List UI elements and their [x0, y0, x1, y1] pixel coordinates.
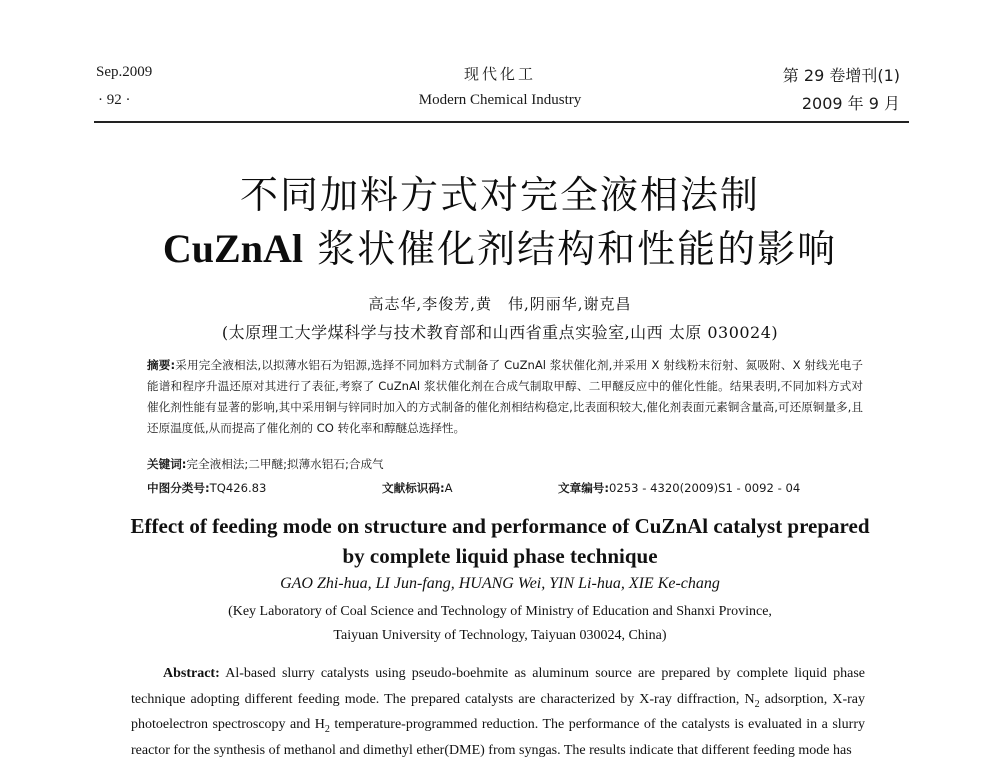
header-date: Sep.2009: [96, 64, 153, 80]
keywords-label: 关键词:: [147, 457, 187, 471]
title-cn-catalyst-name: CuZnAl: [162, 226, 303, 271]
document-code: [382, 480, 453, 496]
abstract-en-text-3: temperature-programmed reduction. The performance of the catalysts is evaluated in a slurry reactor for the synthesis of methanol and dimethyl ether(DME) from syngas. The results indicate that different feeding mode has: [131, 717, 865, 758]
abstract-en-label: Abstract:: [163, 666, 220, 681]
clc-value: TQ426.83: [209, 481, 267, 495]
header-volume: 第 29 卷增刊(1): [782, 66, 900, 85]
header-page-number: · 92 ·: [98, 92, 131, 108]
article-number: [558, 480, 800, 496]
keywords-cn: [147, 456, 384, 472]
document-code-label: 文献标识码:: [382, 481, 445, 495]
header-journal-name-en: Modern Chemical Industry: [418, 92, 582, 108]
title-en-line2: by complete liquid phase technique: [342, 544, 658, 568]
affiliation-en-line2: Taiyuan University of Technology, Taiyuan 030024, China): [333, 628, 667, 643]
title-cn-line2-text: 浆状催化剂结构和性能的影响: [302, 227, 838, 271]
keywords-text: 完全液相法;二甲醚;拟薄水铝石;合成气: [186, 457, 384, 471]
affiliation-en-line1: (Key Laboratory of Coal Science and Technology of Ministry of Education and Shanxi Province,: [228, 604, 772, 619]
abstract-cn-label: 摘要:: [147, 358, 176, 372]
subscript-h2: 2: [324, 723, 330, 735]
clc-label: 中图分类号:: [147, 481, 210, 495]
title-en-line1: Effect of feeding mode on structure and performance of CuZnAl catalyst prepared: [130, 514, 870, 538]
abstract-cn: [147, 355, 863, 439]
title-cn-line1: 不同加料方式对完全液相法制: [239, 173, 760, 217]
authors-en: GAO Zhi-hua, LI Jun-fang, HUANG Wei, YIN Li-hua, XIE Ke-chang: [280, 575, 720, 592]
article-number-label: 文章编号:: [558, 481, 610, 495]
authors-cn: 高志华,李俊芳,黄 伟,阴丽华,谢克昌: [368, 295, 632, 313]
clc-number: [147, 480, 266, 496]
abstract-en-paragraph: [131, 661, 865, 763]
abstract-en-text-2: adsorption, X-ray photoelectron spectroscopy and H: [131, 691, 865, 732]
header-rule: [94, 121, 909, 123]
header-journal-name-cn: 现代化工: [463, 65, 536, 83]
header-issue-date: 2009 年 9 月: [801, 94, 900, 113]
abstract-cn-text: 采用完全液相法,以拟薄水铝石为铝源,选择不同加料方式制备了 CuZnAl 浆状催化剂,并采用 X 射线粉末衍射、氮吸附、X 射线光电子能谱和程序升温还原对其进行了表征,考察了 CuZnAl 浆状催化剂在合成气制取甲醇、二甲醚反应中的催化性能。结果表明,不同加料方式对催化剂性能有显著的影响,其中采用铜与锌同时加入的方式制备的催化剂相结构稳定,比表面积较大,催化剂表面元素铜含量高,可还原铜量多,且还原温度低,从而提高了催化剂的 CO 转化率和醇醚总选择性。: [147, 358, 863, 435]
abstract-en-text-1: Al-based slurry catalysts using pseudo-boehmite as aluminum source are prepared by complete liquid phase technique adopting different feeding mode. The prepared catalysts are characterized by X-ray diffraction, N: [131, 666, 865, 707]
abstract-en: [131, 661, 865, 763]
article-number-value: 0253 - 4320(2009)S1 - 0092 - 04: [609, 481, 801, 495]
subscript-n2: 2: [754, 698, 760, 710]
document-code-value: A: [444, 481, 453, 495]
title-cn-line2: [0, 218, 1000, 273]
affiliation-cn: (太原理工大学煤科学与技术教育部和山西省重点实验室,山西 太原 030024): [221, 323, 779, 342]
